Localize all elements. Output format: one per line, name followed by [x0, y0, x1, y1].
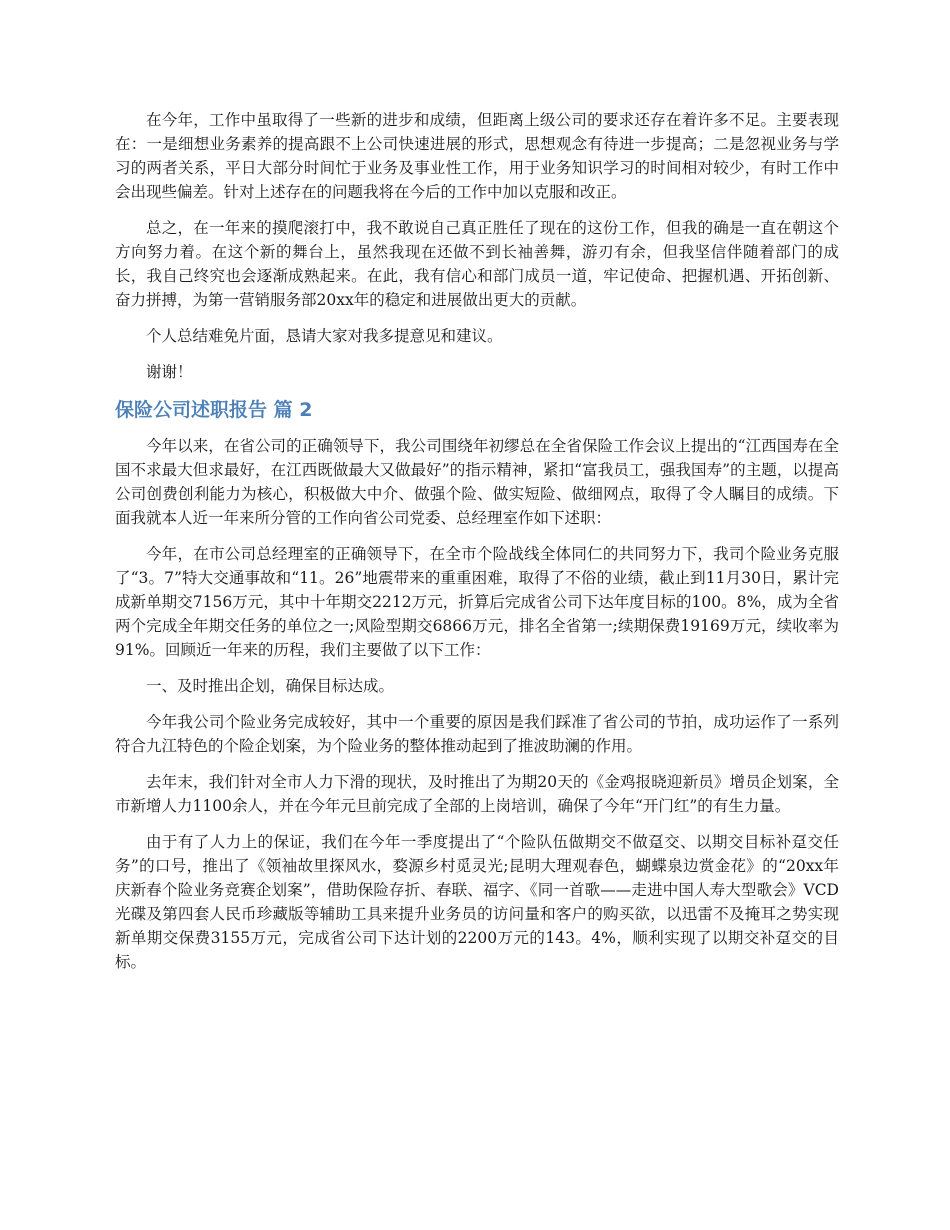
paragraph: 谢谢！	[146, 363, 193, 381]
paragraph: 一、及时推出企划，确保目标达成。	[146, 677, 395, 695]
paragraph: 去年末，我们针对全市人力下滑的现状，及时推出了为期20天的《金鸡报晓迎新员》增员企划案，全市新增人力1100余人，并在今年元旦前完成了全部的上岗培训，确保了今年“开门红”的有生力量。	[115, 773, 839, 815]
paragraph: 今年我公司个险业务完成较好，其中一个重要的原因是我们踩准了省公司的节拍，成功运作了一系列符合九江特色的个险企划案，为个险业务的整体推动起到了推波助澜的作用。	[115, 713, 839, 755]
document-page	[115, 108, 839, 986]
paragraph: 由于有了人力上的保证，我们在今年一季度提出了“个险队伍做期交不做趸交、以期交目标补趸交任务”的口号，推出了《领袖故里探风水，婺源乡村觅灵光;昆明大理观春色，蝴蝶泉边赏金花》的“20xx年庆新春个险业务竞赛企划案”，借助保险存折、春联、福字、《同一首歌——走进中国人寿大型歌会》VCD光碟及第四套人民币珍藏版等辅助工具来提升业务员的访问量和客户的购买欲，以迅雷不及掩耳之势实现新单期交保费3155万元，完成省公司下达计划的2200万元的143。4%，顺利实现了以期交补趸交的目标。	[115, 833, 839, 971]
paragraph: 在今年，工作中虽取得了一些新的进步和成绩，但距离上级公司的要求还存在着许多不足。主要表现在：一是细想业务素养的提高跟不上公司快速进展的形式，思想观念有待进一步提高；二是忽视业务与学习的两者关系，平日大部分时间忙于业务及事业性工作，用于业务知识学习的时间相对较少，有时工作中会出现些偏差。针对上述存在的问题我将在今后的工作中加以克服和改正。	[115, 111, 839, 201]
paragraph: 个人总结难免片面，恳请大家对我多提意见和建议。	[146, 327, 503, 345]
paragraph: 总之，在一年来的摸爬滚打中，我不敢说自己真正胜任了现在的这份工作，但我的确是一直在朝这个方向努力着。在这个新的舞台上，虽然我现在还做不到长袖善舞，游刃有余，但我坚信伴随着部门的成长，我自己终究也会逐渐成熟起来。在此，我有信心和部门成员一道，牢记使命、把握机遇、开拓创新、奋力拼搏，为第一营销服务部20xx年的稳定和进展做出更大的贡献。	[115, 219, 839, 309]
section-heading: 保险公司述职报告 篇 2	[115, 399, 313, 421]
paragraph: 今年，在市公司总经理室的正确领导下，在全市个险战线全体同仁的共同努力下，我司个险业务克服了“3。7”特大交通事故和“11。26”地震带来的重重困难，取得了不俗的业绩，截止到11月30日，累计完成新单期交7156万元，其中十年期交2212万元，折算后完成省公司下达年度目标的100。8%，成为全省两个完成全年期交任务的单位之一;风险型期交6866万元，排名全省第一;续期保费19169万元，续收率为91%。回顾近一年来的历程，我们主要做了以下工作：	[115, 545, 839, 659]
paragraph: 今年以来，在省公司的正确领导下，我公司围绕年初缪总在全省保险工作会议上提出的“江西国寿在全国不求最大但求最好，在江西既做最大又做最好”的指示精神，紧扣“富我员工，强我国寿”的主题，以提高公司创费创利能力为核心，积极做大中介、做强个险、做实短险、做细网点，取得了令人瞩目的成绩。下面我就本人近一年来所分管的工作向省公司党委、总经理室作如下述职：	[115, 437, 839, 527]
